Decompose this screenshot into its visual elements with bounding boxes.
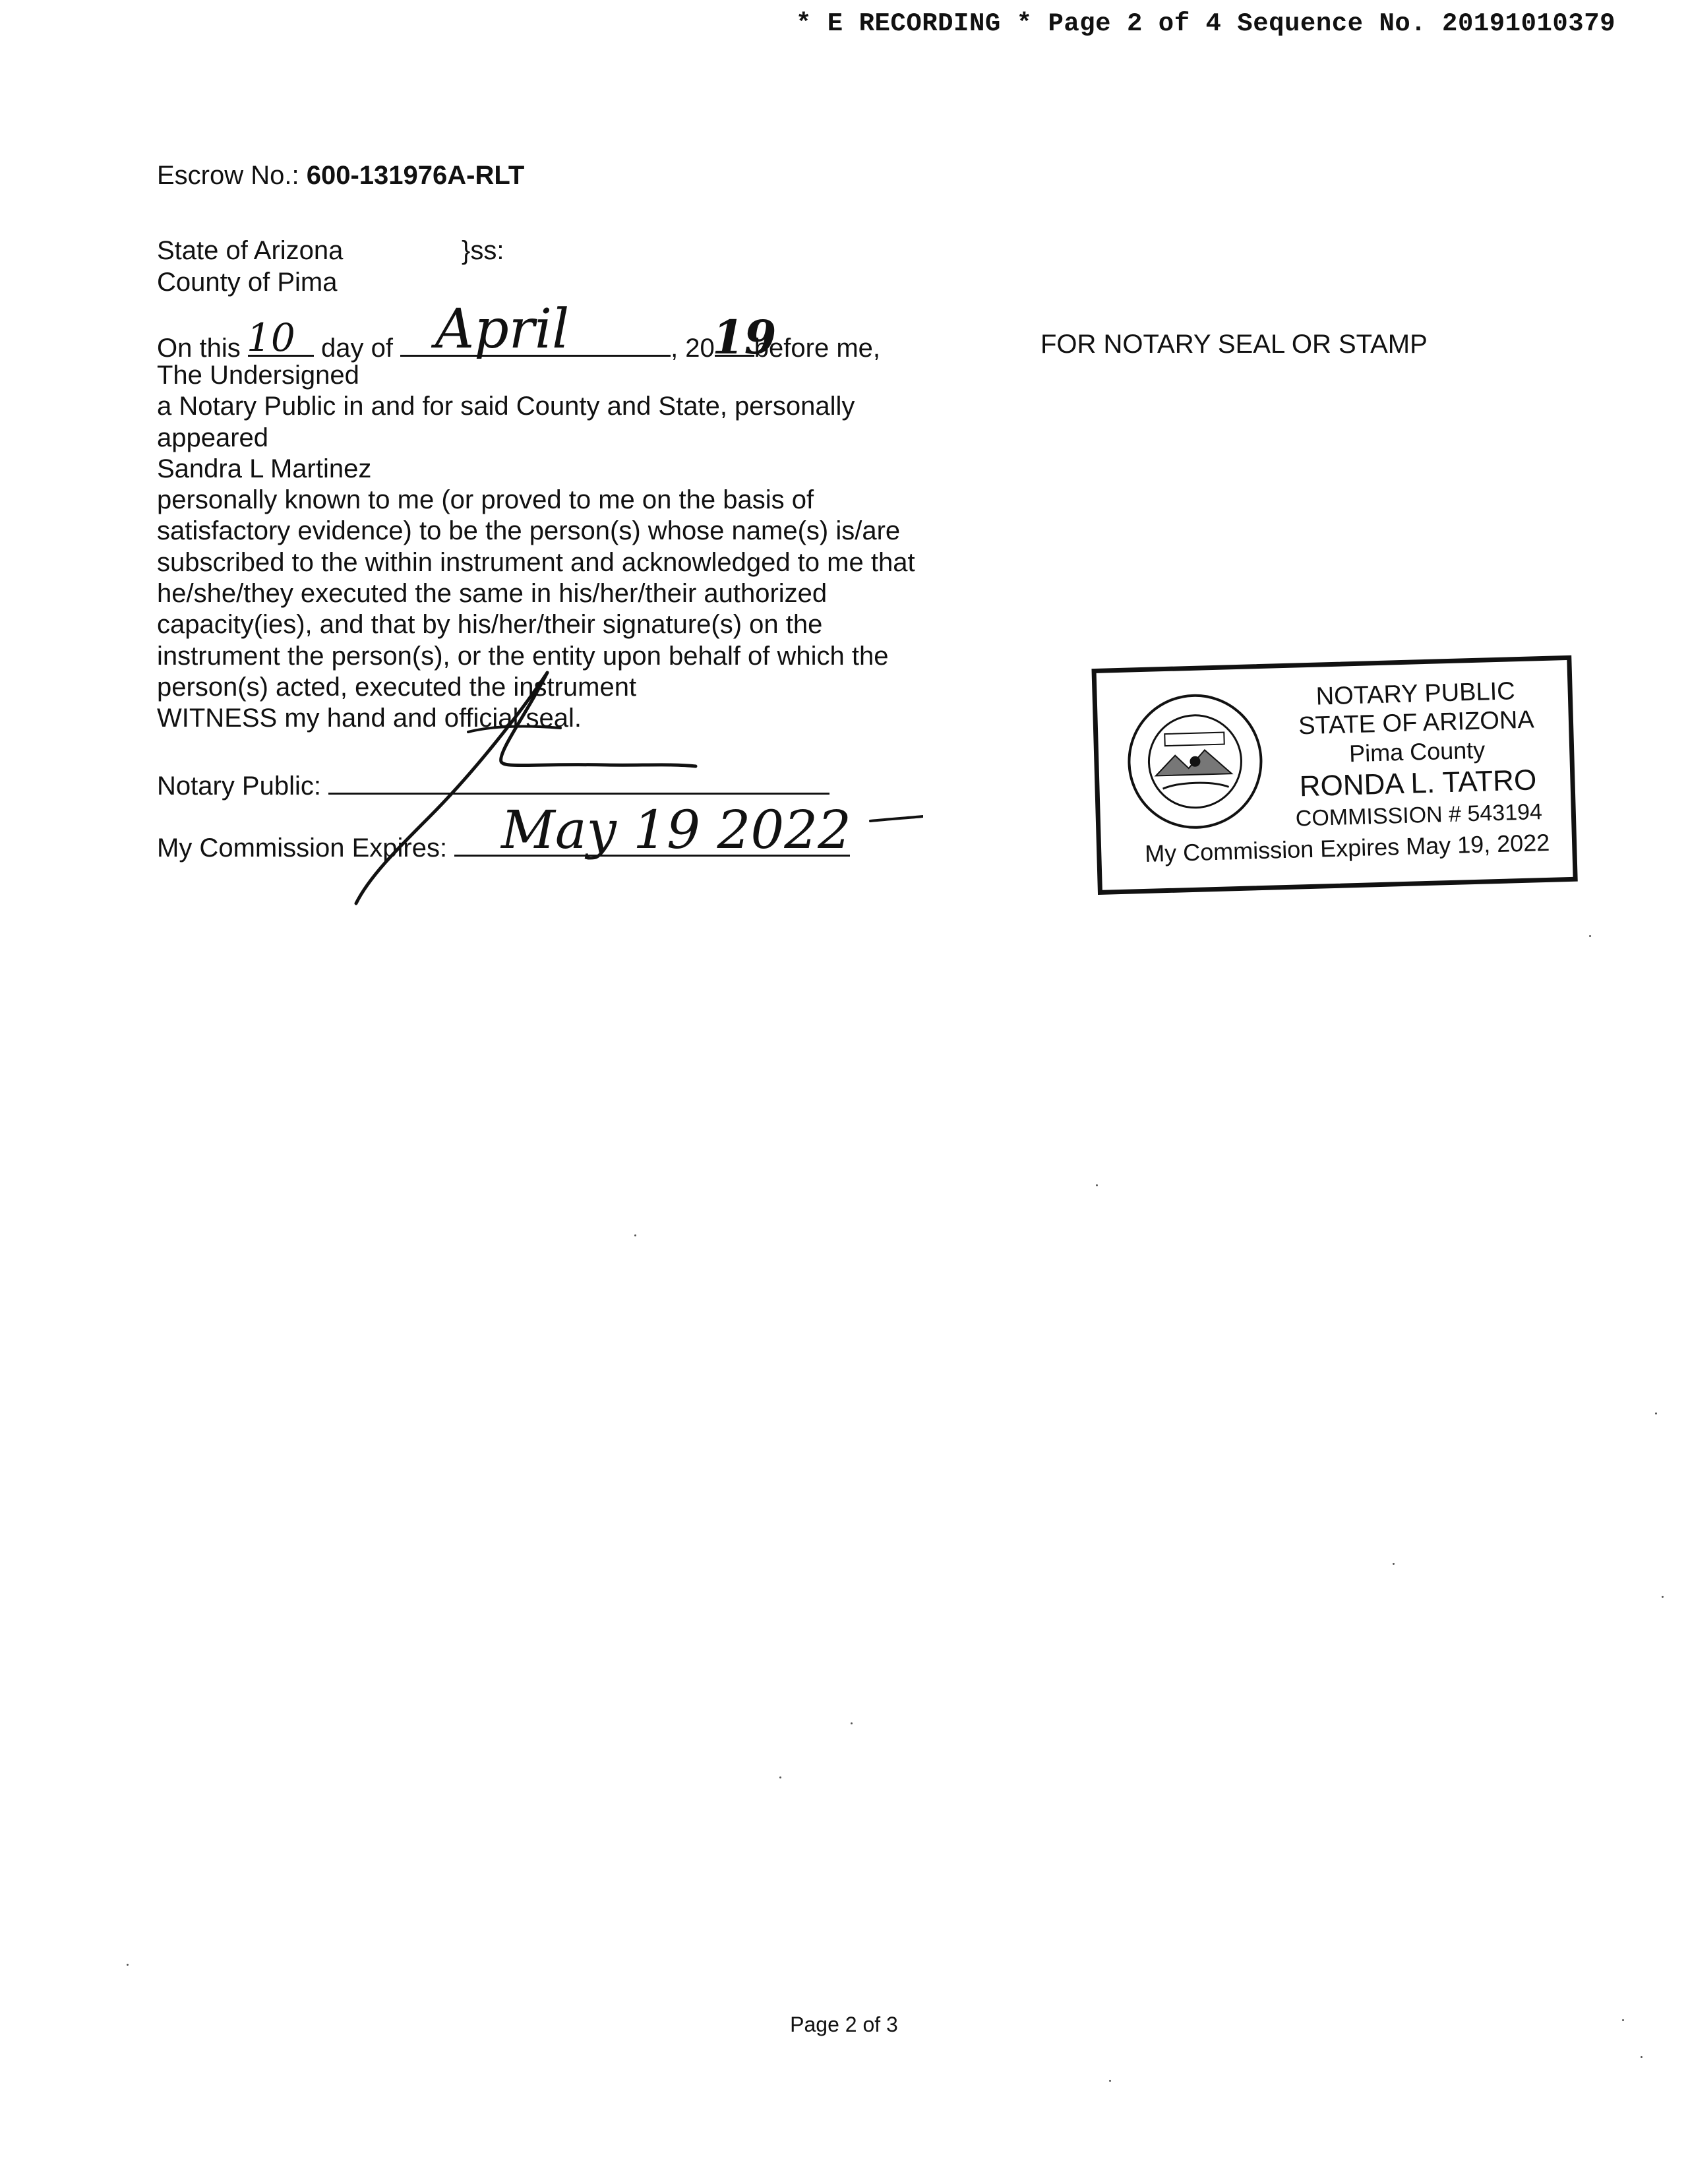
recording-header: * E RECORDING * Page 2 of 4 Sequence No. 20191010379 [796,9,1615,38]
witness-line: WITNESS my hand and official seal. [157,704,582,733]
stamp-commission-number: COMMISSION # 543194 [1295,799,1543,832]
venue-county: County of Pima [157,268,338,297]
stamp-state: STATE OF ARIZONA [1298,706,1535,741]
on-this-text: On this [157,334,241,363]
handwritten-year: 19 [712,310,777,365]
handwritten-commission-date: May 19 2022 [501,799,852,861]
venue-state: State of Arizona [157,236,344,265]
scan-speck [634,1234,636,1236]
scan-speck [1096,1184,1098,1186]
scan-speck [779,1776,781,1778]
officer-line: The Undersigned [157,361,359,390]
stamp-title: NOTARY PUBLIC [1315,677,1516,711]
scan-speck [1641,2056,1643,2058]
body-line: a Notary Public in and for said County and State, personally [157,392,855,421]
scan-speck [1109,2080,1111,2082]
scan-speck [1589,935,1591,937]
year-prefix: , 20 [671,334,715,363]
stamp-text-block [1277,676,1557,834]
venue-ss: }ss: [462,236,504,265]
handwritten-day: 10 [247,315,295,360]
signer-name: Sandra L Martinez [157,454,372,483]
notary-public-label: Notary Public: [157,772,321,801]
stamp-notary-name: RONDA L. TATRO [1299,764,1537,803]
scan-speck [1393,1563,1395,1565]
scan-speck [1655,1412,1657,1414]
escrow-number: 600-131976A-RLT [306,161,525,190]
before-me-text: before me, [754,334,880,363]
stamp-expiration: My Commission Expires May 19, 2022 [1144,828,1550,867]
escrow-line [157,160,524,191]
body-line: person(s) acted, executed the instrument [157,672,637,702]
handwritten-month: April [435,298,570,361]
notary-signature [330,659,923,910]
body-line: instrument the person(s), or the entity upon behalf of which the [157,641,889,671]
notary-stamp [1091,655,1572,890]
commission-label: My Commission Expires: [157,834,448,863]
page-number: Page 2 of 3 [790,2013,898,2036]
seal-area-label: FOR NOTARY SEAL OR STAMP [1040,330,1428,359]
scan-speck [851,1722,853,1724]
arizona-seal-icon [1124,690,1267,833]
stamp-county: Pima County [1348,736,1486,768]
body-line: he/she/they executed the same in his/her/their authorized [157,579,828,609]
body-line: satisfactory evidence) to be the person(s) whose name(s) is/are [157,516,901,546]
body-line: subscribed to the within instrument and acknowledged to me that [157,547,915,577]
day-of-text: day of [320,334,393,363]
body-line: capacity(ies), and that by his/her/their signature(s) on the [157,610,823,640]
body-line: appeared [157,423,269,452]
escrow-label: Escrow No.: [157,161,299,190]
scan-speck [1622,2019,1624,2021]
body-line: personally known to me (or proved to me on the basis of [157,485,814,515]
scan-speck [127,1964,129,1966]
scan-speck [1662,1596,1664,1598]
